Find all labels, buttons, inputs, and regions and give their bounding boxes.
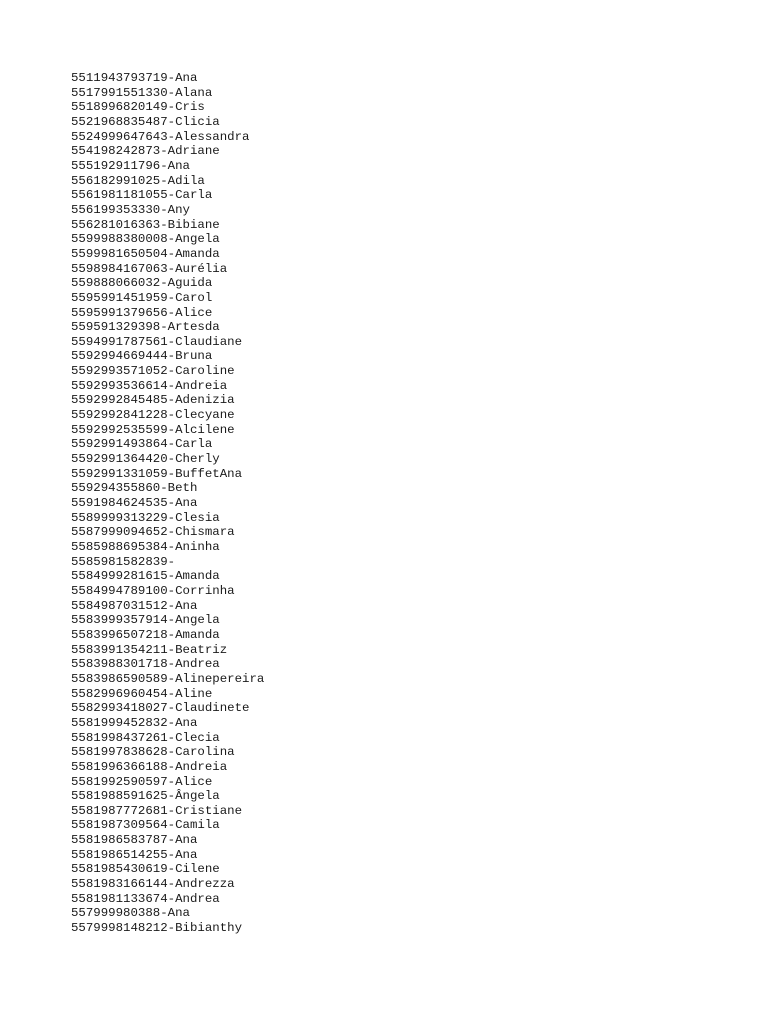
- contact-line: 5592991331059-BuffetAna: [71, 466, 243, 481]
- contact-line: 5599981650504-Amanda: [71, 246, 220, 261]
- contact-line: 5581988591625-Ângela: [71, 789, 220, 804]
- contact-line: 5599988380008-Angela: [71, 232, 220, 247]
- contact-line: 556281016363-Bibiane: [71, 217, 220, 232]
- contact-line: 5581987772681-Cristiane: [71, 803, 243, 818]
- contact-line: 5584994789100-Corrinha: [71, 583, 235, 598]
- contact-line: 5584999281615-Amanda: [71, 569, 220, 584]
- contact-line: 5579998148212-Bibianthy: [71, 921, 243, 936]
- contact-line: 5589999313229-Clesia: [71, 510, 220, 525]
- contact-line: 5581999452832-Ana: [71, 715, 198, 730]
- contact-line: 5592992841228-Clecyane: [71, 408, 235, 423]
- contact-line: 5511943793719-Ana: [71, 71, 198, 85]
- contact-line: 5592994669444-Bruna: [71, 349, 213, 364]
- contact-line: 5592991364420-Cherly: [71, 452, 220, 467]
- contact-line: 5592992845485-Adenizia: [71, 393, 235, 408]
- contact-line: 5583996507218-Amanda: [71, 627, 220, 642]
- contact-line: 557999980388-Ana: [71, 906, 190, 921]
- contact-line: 5581997838628-Carolina: [71, 745, 235, 760]
- contact-line: 5594991787561-Claudiane: [71, 334, 243, 349]
- contact-line: 5581986514255-Ana: [71, 847, 198, 862]
- contact-line: 5585988695384-Aninha: [71, 540, 220, 554]
- contact-line: 5592993571052-Caroline: [71, 364, 235, 379]
- contact-line: 5595991379656-Alice: [71, 305, 213, 320]
- contact-line: 5581985430619-Cilene: [71, 862, 220, 877]
- contact-line: 559591329398-Artesda: [71, 320, 220, 335]
- contact-line: 5583988301718-Andrea: [71, 657, 220, 672]
- contact-line: 5587999094652-Chismara: [71, 525, 235, 540]
- contact-line: 559294355860-Beth: [71, 481, 198, 496]
- contact-line: 5518996820149-Cris: [71, 100, 205, 115]
- contact-line: 5583999357914-Angela: [71, 613, 220, 628]
- contact-line: 556182991025-Adila: [71, 173, 205, 188]
- contact-line: 5592991493864-Carla: [71, 437, 213, 452]
- contact-line: 5583991354211-Beatriz: [71, 642, 228, 657]
- contact-line: 5582996960454-Aline: [71, 686, 213, 701]
- contact-line: 5581996366188-Andreia: [71, 759, 228, 774]
- contact-line: 5595991451959-Carol: [71, 290, 213, 305]
- contact-line: 5581983166144-Andrezza: [71, 877, 235, 892]
- contact-list: [71, 71, 264, 936]
- contact-line: 5581998437261-Clecia: [71, 730, 220, 745]
- contact-line: 5581992590597-Alice: [71, 774, 213, 789]
- contact-line: 5592993536614-Andreia: [71, 378, 228, 393]
- contact-line: 559888066032-Aguida: [71, 276, 213, 291]
- contact-line: 5581981133674-Andrea: [71, 891, 220, 906]
- contact-line: 556199353330-Any: [71, 202, 190, 217]
- contact-line: 555192911796-Ana: [71, 158, 190, 173]
- contact-line: 5585981582839-: [71, 554, 176, 569]
- contact-line: 5583986590589-Alinepereira: [71, 671, 265, 686]
- contact-line: 5584987031512-Ana: [71, 598, 198, 613]
- contact-line: 5561981181055-Carla: [71, 188, 213, 203]
- contact-line: 5591984624535-Ana: [71, 496, 198, 511]
- contact-line: 5521968835487-Clicia: [71, 114, 220, 129]
- contact-line: 5581987309564-Camila: [71, 818, 220, 833]
- contact-line: 5581986583787-Ana: [71, 833, 198, 848]
- contact-line: 5592992535599-Alcilene: [71, 422, 235, 437]
- contact-line: 5582993418027-Claudinete: [71, 701, 250, 716]
- contact-line: 5517991551330-Alana: [71, 85, 213, 100]
- contact-line: 554198242873-Adriane: [71, 144, 220, 159]
- contact-line: 5598984167063-Aurélia: [71, 261, 228, 276]
- contact-line: 5524999647643-Alessandra: [71, 129, 250, 144]
